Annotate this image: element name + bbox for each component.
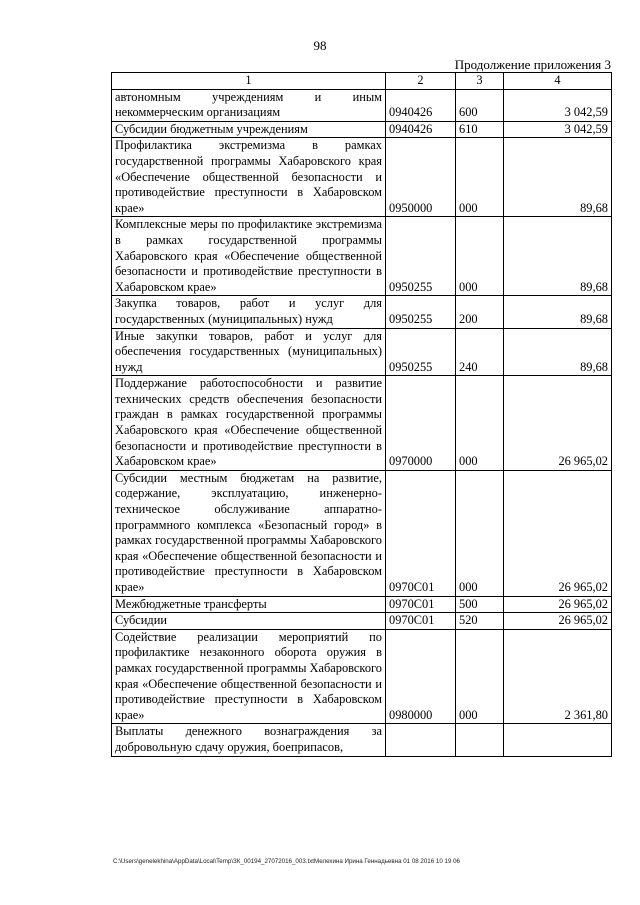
table-row — [112, 328, 612, 376]
row-amount: 89,68 — [504, 138, 612, 217]
row-name: Субсидии местным бюджетам на развитие, содержание, эксплуатацию, инженерно-техническое обслуживание аппаратно-программного комплекса «Безопасный город» в рамках государственной программы Хабаровского края «Обеспечение общественной безопасности и противодействие преступности в Хабаровском крае» — [112, 470, 386, 596]
table-row — [112, 217, 612, 296]
table-row — [112, 89, 612, 121]
row-name: автономным учреждениям и иным некоммерческим организациям — [112, 89, 386, 121]
row-type: 000 — [456, 217, 504, 296]
table-row — [112, 613, 612, 630]
row-amount: 89,68 — [504, 328, 612, 376]
row-type: 000 — [456, 470, 504, 596]
header-col-2: 2 — [386, 73, 456, 90]
row-type: 240 — [456, 328, 504, 376]
table-row — [112, 724, 612, 756]
row-type: 000 — [456, 629, 504, 724]
row-code: 0950255 — [386, 296, 456, 328]
row-amount: 26 965,02 — [504, 596, 612, 613]
row-name: Иные закупки товаров, работ и услуг для обеспечения государственных (муниципальных) нужд — [112, 328, 386, 376]
row-type: 500 — [456, 596, 504, 613]
row-amount: 3 042,59 — [504, 121, 612, 138]
row-amount: 26 965,02 — [504, 376, 612, 471]
row-code: 0950255 — [386, 328, 456, 376]
table-row — [112, 376, 612, 471]
row-code: 0950000 — [386, 138, 456, 217]
table-header — [112, 73, 612, 90]
row-name: Поддержание работоспособности и развитие технических средств обеспечения безопасности граждан в рамках государственной программы Хабаровского края «Обеспечение общественной безопасности и противодействие преступности в Хабаровском крае» — [112, 376, 386, 471]
page-number: 98 — [313, 38, 327, 53]
row-code: 0980000 — [386, 629, 456, 724]
row-name: Межбюджетные трансферты — [112, 596, 386, 613]
row-amount: 26 965,02 — [504, 470, 612, 596]
table-row — [112, 138, 612, 217]
row-type: 200 — [456, 296, 504, 328]
row-type: 600 — [456, 89, 504, 121]
row-code: 0970С01 — [386, 470, 456, 596]
row-type: 610 — [456, 121, 504, 138]
row-name: Профилактика экстремизма в рамках государственной программы Хабаровского края «Обеспечение общественной безопасности и противодействие преступности в Хабаровском крае» — [112, 138, 386, 217]
row-code: 0970000 — [386, 376, 456, 471]
table-row — [112, 629, 612, 724]
row-amount: 89,68 — [504, 217, 612, 296]
row-code — [386, 724, 456, 756]
row-code: 0970С01 — [386, 596, 456, 613]
row-name: Субсидии — [112, 613, 386, 630]
row-name: Содействие реализации мероприятий по профилактике незаконного оборота оружия в рамках государственной программы Хабаровского края «Обеспечение общественной безопасности и противодействие преступности в Хабаровском крае» — [112, 629, 386, 724]
row-name: Комплексные меры по профилактике экстремизма в рамках государственной программы Хабаровского края «Обеспечение общественной безопасности и противодействие преступности в Хабаровском крае» — [112, 217, 386, 296]
row-amount: 3 042,59 — [504, 89, 612, 121]
header-col-4: 4 — [504, 73, 612, 90]
budget-table — [111, 72, 612, 757]
row-type — [456, 724, 504, 756]
row-code: 0950255 — [386, 217, 456, 296]
row-type: 000 — [456, 376, 504, 471]
row-code: 0940426 — [386, 121, 456, 138]
continuation-label: Продолжение приложения 3 — [454, 57, 611, 72]
row-name: Выплаты денежного вознаграждения за добровольную сдачу оружия, боеприпасов, — [112, 724, 386, 756]
header-col-1: 1 — [112, 73, 386, 90]
row-amount — [504, 724, 612, 756]
row-code: 0970С01 — [386, 613, 456, 630]
table-row — [112, 596, 612, 613]
row-amount: 89,68 — [504, 296, 612, 328]
row-type: 000 — [456, 138, 504, 217]
table-row — [112, 121, 612, 138]
row-amount: 26 965,02 — [504, 613, 612, 630]
header-col-3: 3 — [456, 73, 504, 90]
row-amount: 2 361,80 — [504, 629, 612, 724]
table-row — [112, 470, 612, 596]
row-name: Закупка товаров, работ и услуг для государственных (муниципальных) нужд — [112, 296, 386, 328]
table-row — [112, 296, 612, 328]
footer-file-path: C:\Users\genelekhina\AppData\Local\Temp\ЗК_00194_27072016_003.txtМелехина Ирина Геннадьевна 01 08 2016 10 19 06 — [113, 858, 460, 865]
row-code: 0940426 — [386, 89, 456, 121]
table-body — [112, 89, 612, 756]
row-type: 520 — [456, 613, 504, 630]
row-name: Субсидии бюджетным учреждениям — [112, 121, 386, 138]
